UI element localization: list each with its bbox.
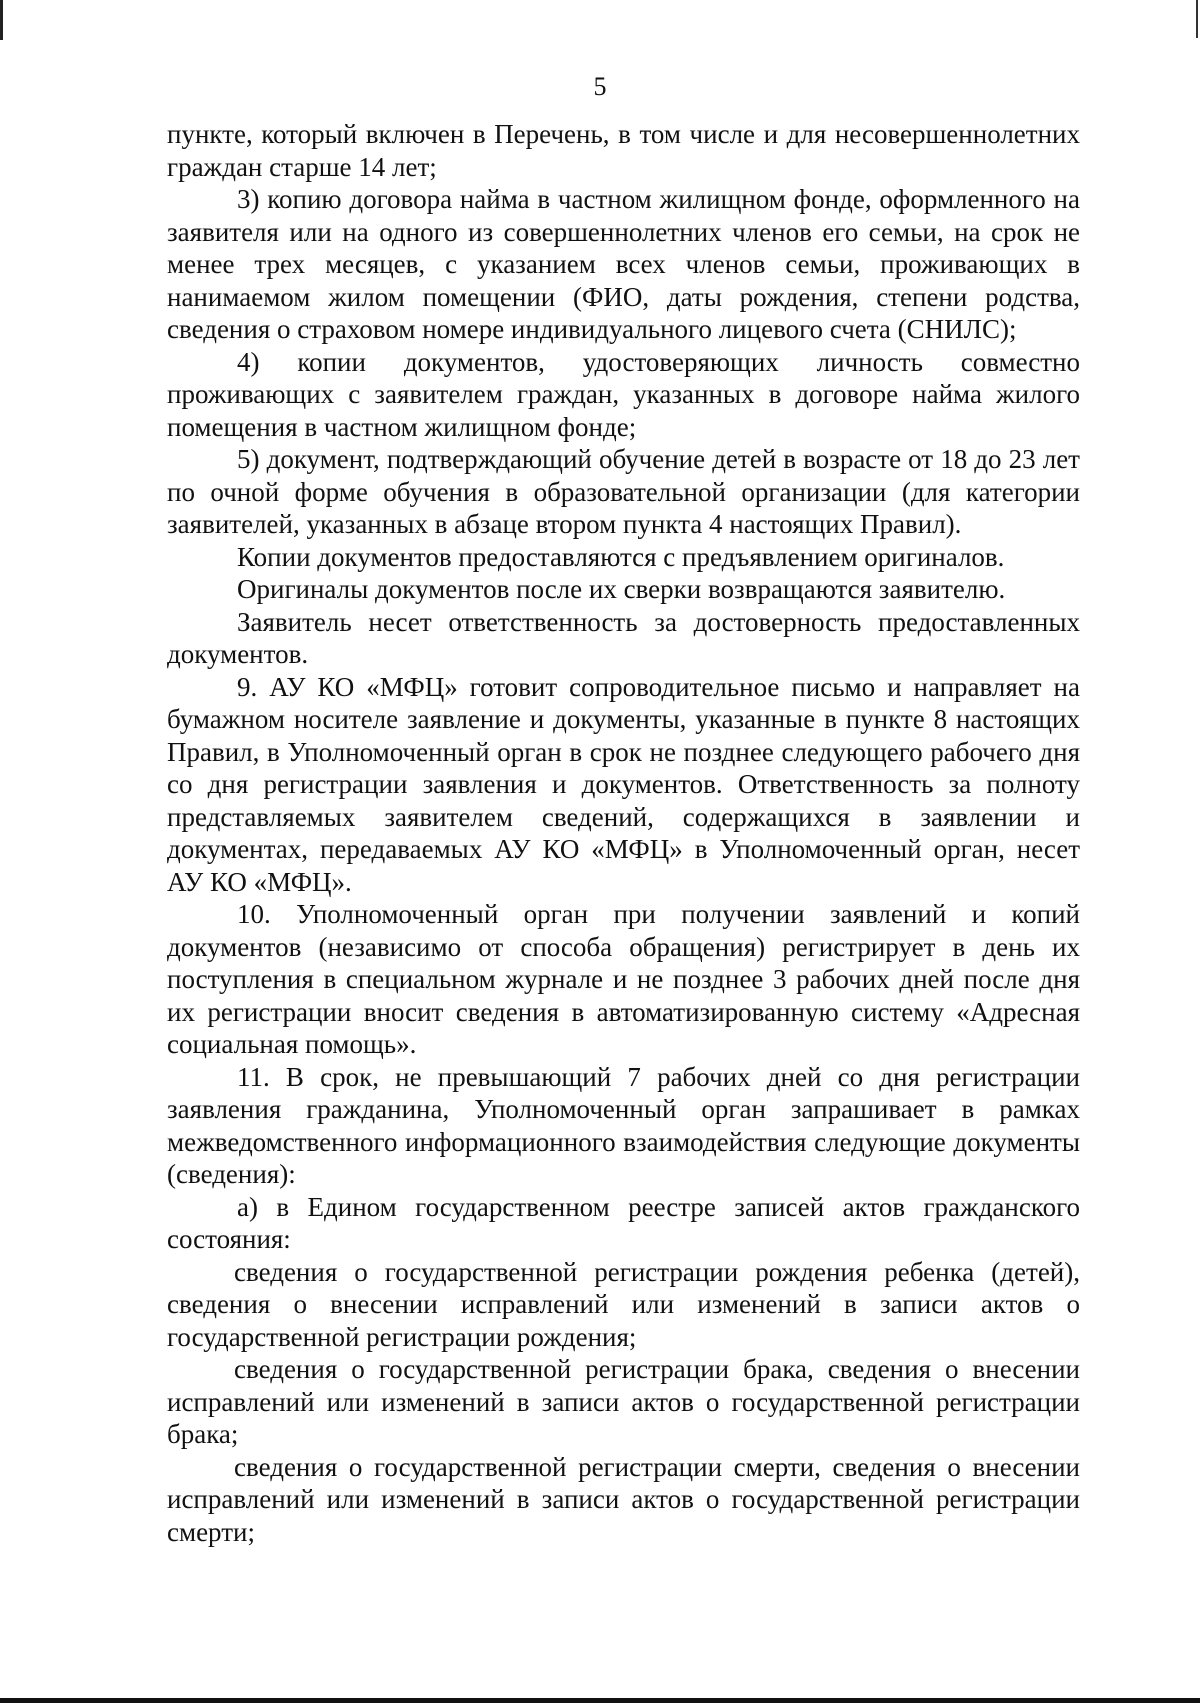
paragraph-section-11: 11. В срок, не превышающий 7 рабочих дней со дня регистрации заявления гражданина, Уполномоченный орган запрашивает в рамках межведомственного информационного взаимодействия следующие документы (сведения):: [167, 1061, 1080, 1189]
scan-edge-bottom: [0, 1698, 1200, 1703]
page-number: 5: [593, 72, 607, 101]
scan-edge-left: [0, 0, 3, 40]
paragraph-item-3: 3) копию договора найма в частном жилищном фонде, оформленного на заявителя или на одного из совершеннолетних членов его семьи, на срок не менее трех месяцев, с указанием всех членов семьи, проживающих в нанимаемом жилом помещении (ФИО, даты рождения, степени родства, сведения о страховом номере индивидуального лицевого счета (СНИЛС);: [167, 184, 1080, 344]
paragraph-section-10: 10. Уполномоченный орган при получении заявлений и копий документов (независимо от способа обращения) регистрирует в день их поступления в специальном журнале и не позднее 3 рабочих дней после дня их регистрации вносит сведения в автоматизированную систему «Адресная социальная помощь».: [167, 899, 1080, 1059]
paragraph-section-9: 9. АУ КО «МФЦ» готовит сопроводительное письмо и направляет на бумажном носителе заявление и документы, указанные в пункте 8 настоящих Правил, в Уполномоченный орган в срок не позднее следующего рабочего дня со дня регистрации заявления и документов. Ответственность за полноту представляемых заявителем сведений, содержащихся в заявлении и документах, передаваемых АУ КО «МФЦ» в Уполномоченный орган, несет АУ КО «МФЦ».: [167, 671, 1080, 897]
paragraph-subitem-a: а) в Едином государственном реестре записей актов гражданского состояния:: [167, 1191, 1080, 1254]
document-body: [167, 118, 1080, 1548]
paragraph-copies: Копии документов предоставляются с предъявлением оригиналов.: [237, 541, 1005, 572]
paragraph-originals: Оригиналы документов после их сверки возвращаются заявителю.: [237, 574, 1006, 604]
scan-edge-right: [1196, 0, 1198, 38]
paragraph-responsibility: Заявитель несет ответственность за достоверность предоставленных документов.: [167, 606, 1080, 669]
paragraph-item-5: 5) документ, подтверждающий обучение детей в возрасте от 18 до 23 лет по очной форме обучения в образовательной организации (для категории заявителей, указанных в абзаце втором пункта 4 настоящих Правил).: [167, 444, 1080, 539]
paragraph-death-records: сведения о государственной регистрации смерти, сведения о внесении исправлений или изменений в записи актов о государственной регистрации смерти;: [167, 1451, 1080, 1547]
paragraph-birth-records: сведения о государственной регистрации рождения ребенка (детей), сведения о внесении исправлений или изменений в записи актов о государственной регистрации рождения;: [167, 1256, 1080, 1352]
paragraph-marriage-records: сведения о государственной регистрации брака, сведения о внесении исправлений или изменений в записи актов о государственной регистрации брака;: [167, 1354, 1080, 1449]
paragraph-item-4: 4) копии документов, удостоверяющих личность совместно проживающих с заявителем граждан, указанных в договоре найма жилого помещения в частном жилищном фонде;: [167, 346, 1080, 442]
paragraph-continuation: пункте, который включен в Перечень, в том числе и для несовершеннолетних граждан старше 14 лет;: [167, 119, 1080, 182]
